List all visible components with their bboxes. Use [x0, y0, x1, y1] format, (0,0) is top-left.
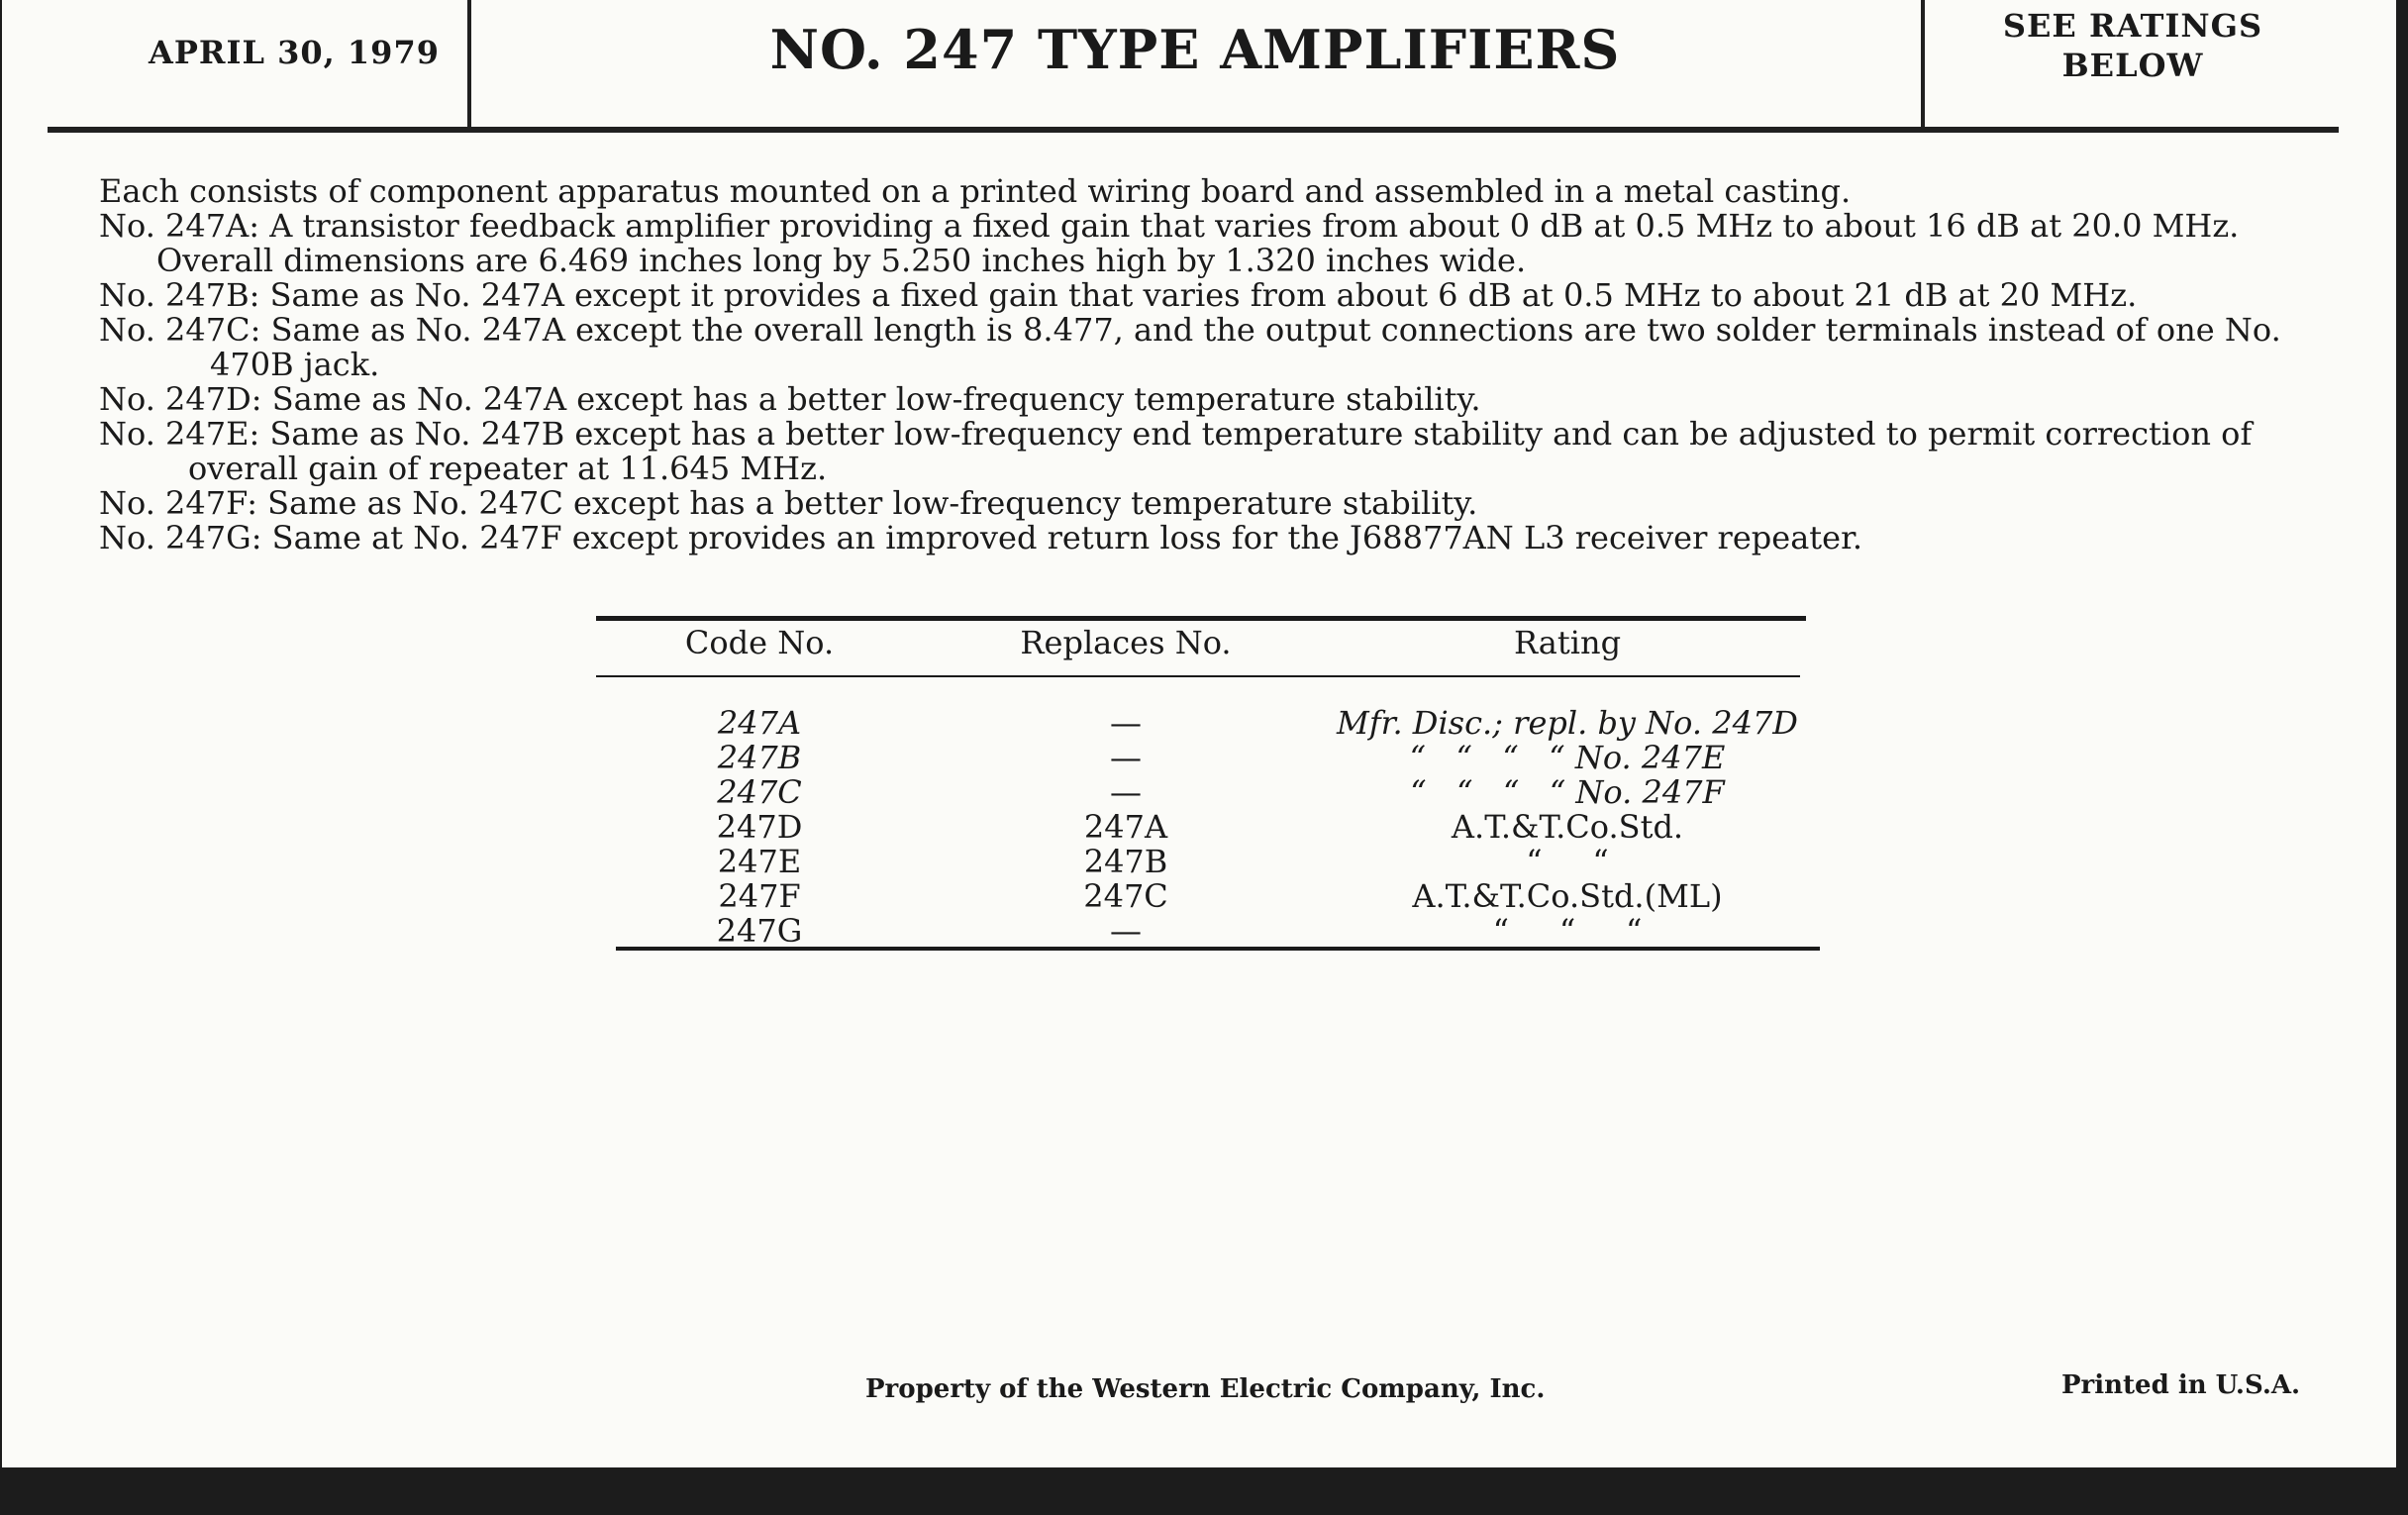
- entry-label: No. 247C:: [99, 311, 261, 349]
- entry-247a-dimensions: [99, 244, 2307, 278]
- table-spacer: [596, 671, 1806, 706]
- footer-property-notice: Property of the Western Electric Company, Inc.: [865, 1374, 1546, 1404]
- rating-note-text: SEE RATINGS BELOW: [2002, 7, 2263, 84]
- entry-label: No. 247G:: [99, 519, 262, 556]
- cell-code: 247A: [717, 704, 802, 742]
- table-row: [596, 706, 1806, 741]
- cell-rating: A.T.&T.Co.Std.: [1451, 808, 1684, 846]
- entry-247a: [99, 209, 2307, 244]
- cell-code: 247B: [717, 739, 802, 776]
- entry-text: Same at No. 247F except provides an improved return loss for the J68877AN L3 receiver repeater.: [271, 519, 1863, 556]
- table-row: [596, 879, 1806, 914]
- header-divider-right: [1921, 0, 1925, 131]
- cell-code: 247G: [716, 912, 803, 950]
- table-row: [596, 845, 1806, 879]
- document-page: [2, 0, 2396, 1467]
- cell-rating: Mfr. Disc.; repl. by No. 247D: [1337, 704, 1798, 742]
- entry-text: Same as No. 247A except it provides a fixed gain that varies from about 6 dB at 0.5 MHz to about 21 dB at 20 MHz.: [269, 276, 2138, 314]
- description-body: [99, 174, 2307, 556]
- cell-replaces: —: [1110, 739, 1142, 776]
- cell-rating: “ “: [1526, 843, 1609, 880]
- page-title: NO. 247 TYPE AMPLIFIERS: [769, 18, 1621, 81]
- cell-rating: “ “ “: [1492, 912, 1643, 950]
- cell-code: 247F: [718, 877, 801, 915]
- cell-replaces: 247B: [1083, 843, 1168, 880]
- table-row: [596, 914, 1806, 949]
- entry-text: Same as No. 247C except has a better low-frequency temperature stability.: [267, 484, 1478, 522]
- table-row: [596, 775, 1806, 810]
- table-row: [596, 741, 1806, 775]
- entry-label: No. 247F:: [99, 484, 257, 522]
- header-date: APRIL 30, 1979: [149, 34, 440, 71]
- entry-text: Same as No. 247B except has a better low-frequency end temperature stability and can be adjusted to permit correction of overall gain of repeater at 11.645 MHz.: [188, 415, 2253, 487]
- entry-247e: [99, 417, 2307, 486]
- ratings-table: [596, 614, 1806, 949]
- cell-code: 247C: [717, 773, 802, 811]
- cell-rating: A.T.&T.Co.Std.(ML): [1412, 877, 1723, 915]
- entry-247f: [99, 486, 2307, 521]
- col-header-rating: Rating: [1513, 624, 1622, 661]
- entry-text: Same as No. 247A except the overall length is 8.477, and the output connections are two solder terminals instead of one No. 470B jack.: [210, 311, 2281, 383]
- table-row: [596, 810, 1806, 845]
- entry-text: Same as No. 247A except has a better low-frequency temperature stability.: [271, 380, 1481, 418]
- entry-247d: [99, 382, 2307, 417]
- col-header-replaces: Replaces No.: [1020, 624, 1232, 661]
- entry-label: No. 247D:: [99, 380, 262, 418]
- table-header-row: [596, 614, 1806, 671]
- intro-paragraph: Each consists of component apparatus mounted on a printed wiring board and assembled in a metal casting.: [99, 172, 1852, 210]
- entry-247c: [99, 313, 2307, 382]
- entry-247g: [99, 521, 2307, 556]
- cell-replaces: —: [1110, 773, 1142, 811]
- cell-replaces: 247A: [1083, 808, 1168, 846]
- entry-247b: [99, 278, 2307, 313]
- cell-code: 247D: [716, 808, 803, 846]
- cell-rating: “ “ “ “ No. 247E: [1409, 739, 1726, 776]
- header-rule: [48, 127, 2339, 133]
- entry-text: Overall dimensions are 6.469 inches long by 5.250 inches high by 1.320 inches wide.: [156, 242, 1527, 279]
- cell-rating: “ “ “ “ No. 247F: [1410, 773, 1725, 811]
- entry-text: A transistor feedback amplifier providing a fixed gain that varies from about 0 dB at 0.5 MHz to about 16 dB at 20.0 MHz.: [269, 207, 2240, 245]
- entry-label: No. 247E:: [99, 415, 260, 453]
- cell-code: 247E: [717, 843, 802, 880]
- header-rating-note: [1927, 6, 2339, 85]
- entry-label: No. 247B:: [99, 276, 260, 314]
- col-header-code: Code No.: [684, 624, 835, 661]
- entry-label: No. 247A:: [99, 207, 260, 245]
- footer-printed-in: Printed in U.S.A.: [2061, 1370, 2301, 1400]
- cell-replaces: —: [1110, 704, 1142, 742]
- cell-replaces: 247C: [1083, 877, 1168, 915]
- cell-replaces: —: [1110, 912, 1142, 950]
